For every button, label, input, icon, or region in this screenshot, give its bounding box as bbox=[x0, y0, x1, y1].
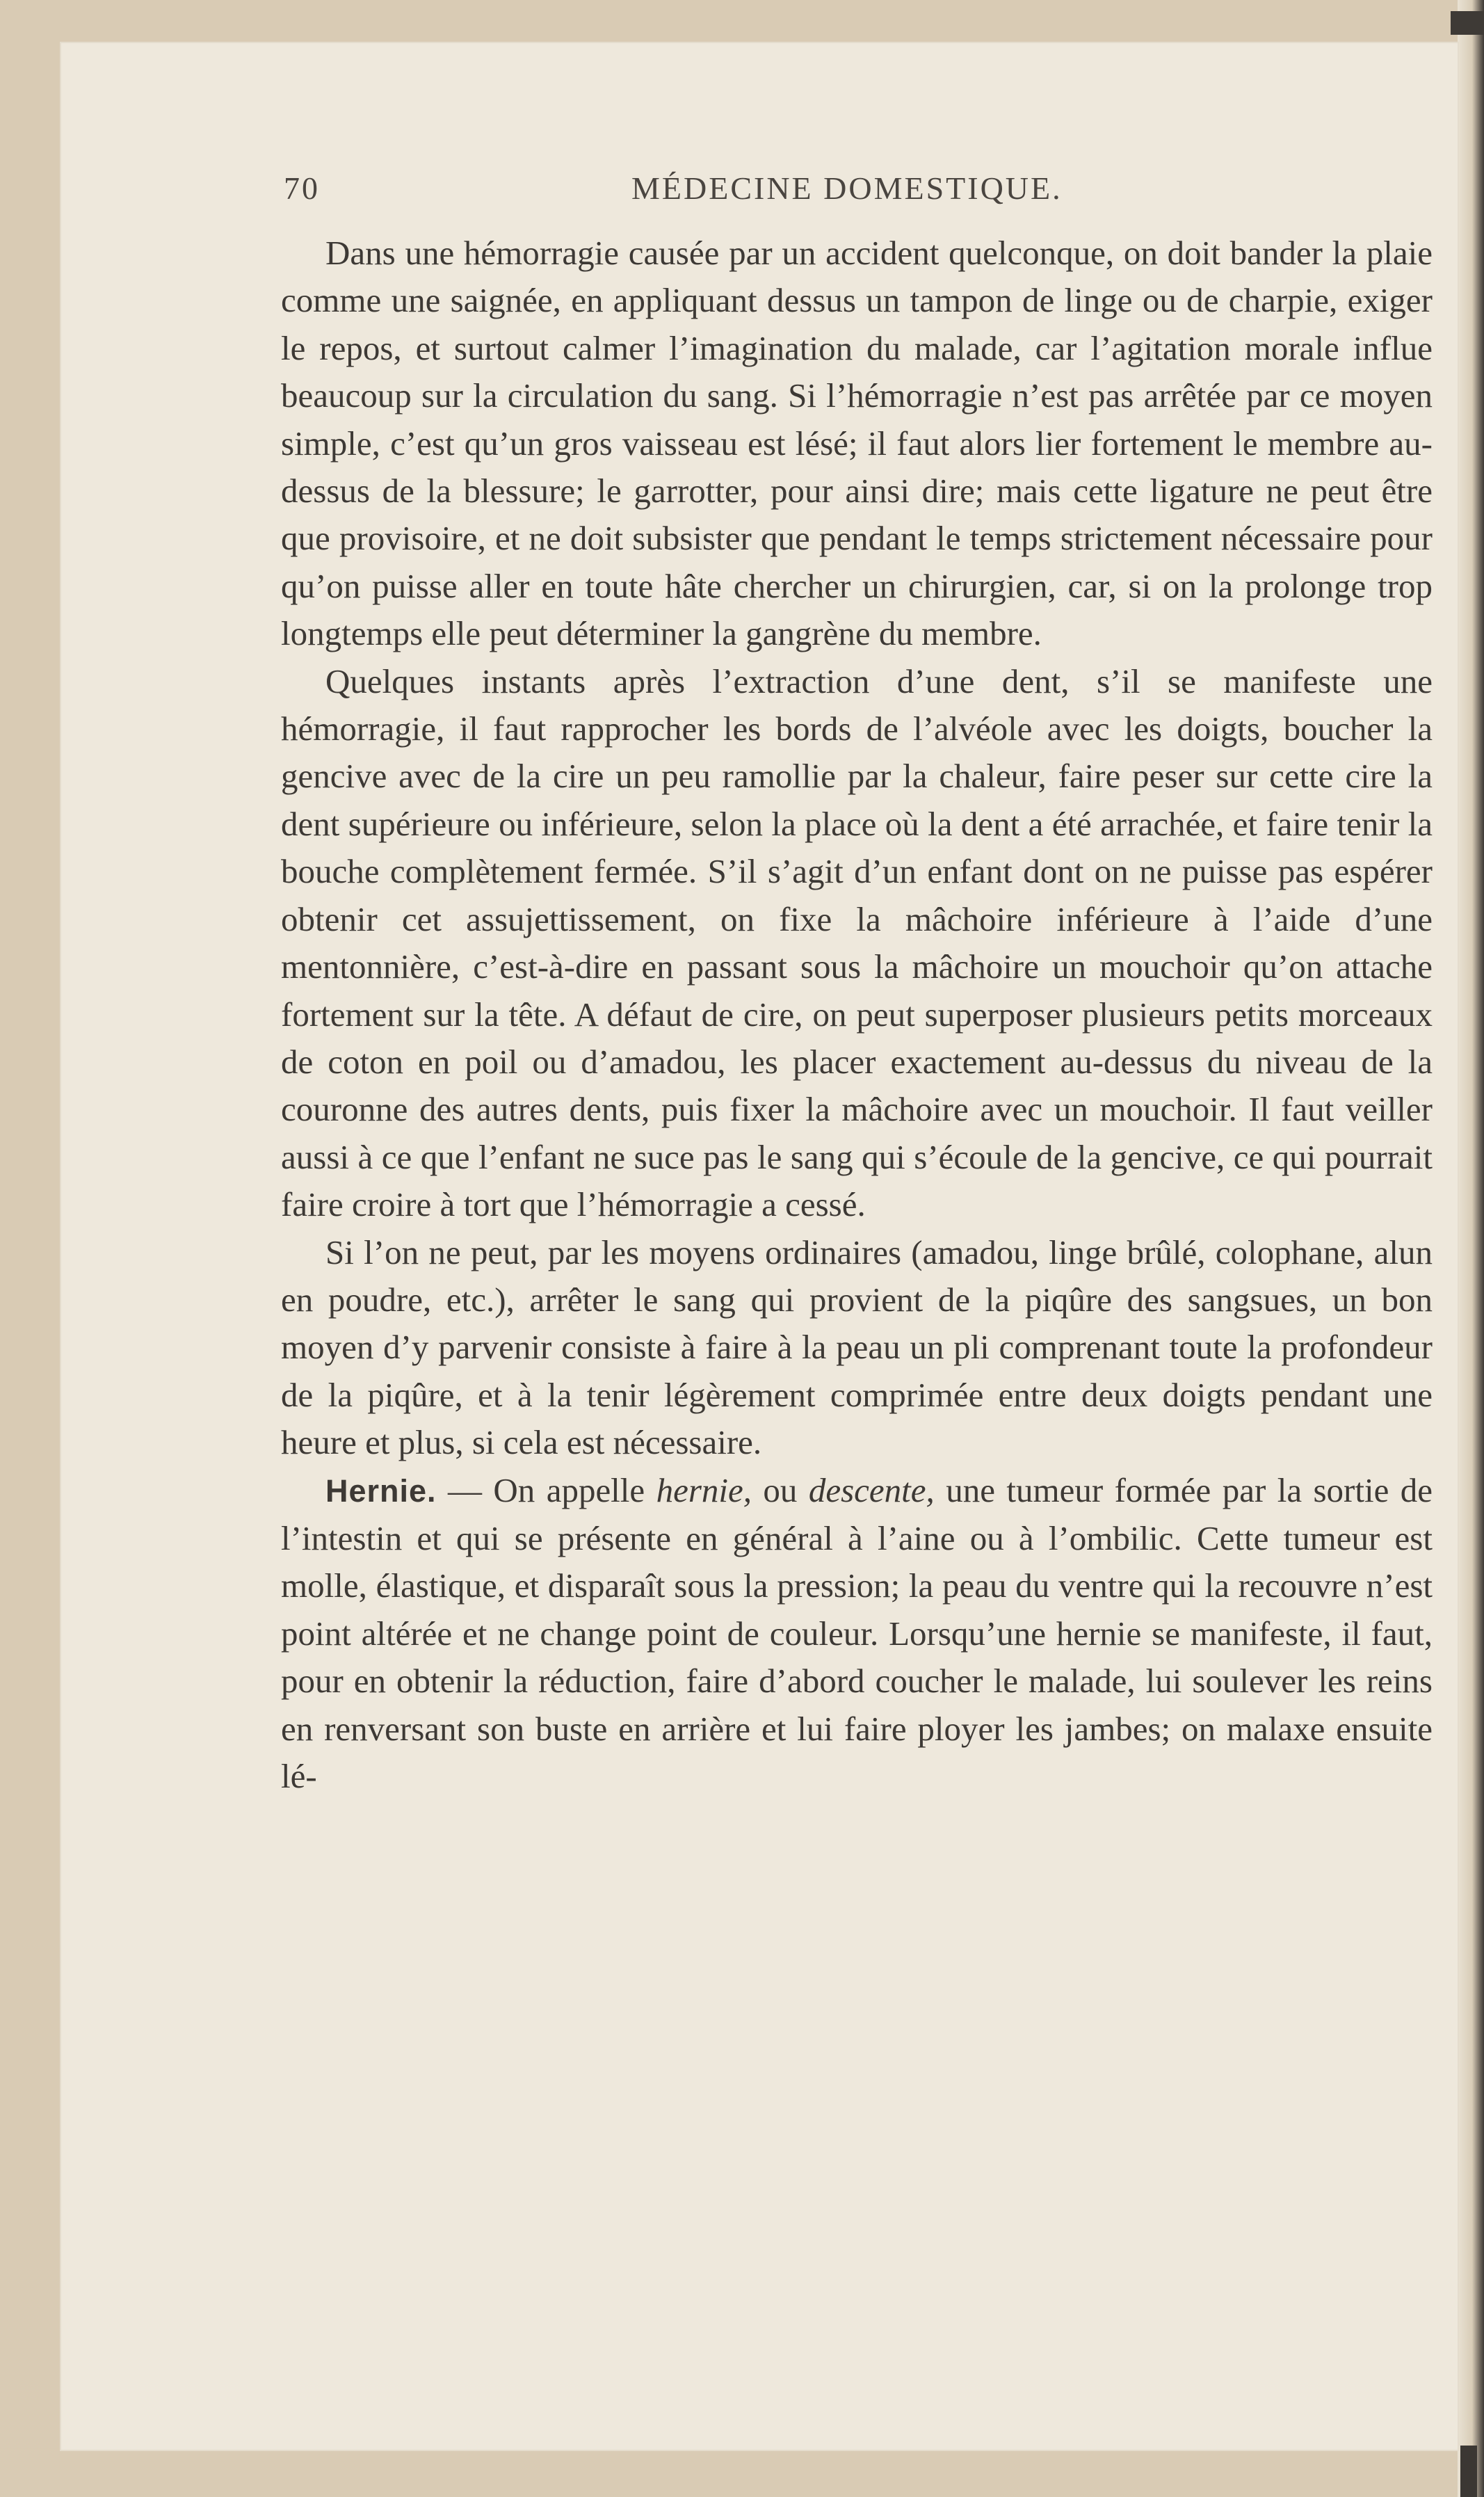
hernie-text-middle: ou bbox=[752, 1470, 809, 1509]
section-heading-hernie: Hernie. bbox=[325, 1472, 437, 1509]
paragraph-dent: Quelques instants après l’extraction d’une dent, s’il se manifeste une hémorragie, il faut rapprocher les bords de l’alvéole avec les doigts, boucher la gencive avec de la cire un peu ramollie par la chaleur, faire peser sur cette cire la dent supérieure ou inférieure, selon la place où la dent a été arrachée, et faire tenir la bouche complètement fermée. S’il s’agit d’un enfant dont on ne puisse pas espérer obtenir cet assujettissement, on fixe la mâchoire inférieure à l’aide d’une mentonnière, c’est-à-dire en passant sous la mâchoire un mouchoir qu’on attache fortement sur la tête. A défaut de cire, on peut superposer plusieurs petits morceaux de coton en poil ou d’amadou, les placer exactement au-dessus du niveau de la couronne des autres dents, puis fixer la mâchoire avec un mouchoir. Il faut veiller aussi à ce que l’enfant ne suce pas le sang qui s’écoule de la gencive, ce qui pourrait faire croire à tort que l’hémorragie a cessé. bbox=[281, 661, 1433, 1224]
body-text bbox=[281, 230, 1433, 1800]
hernie-term-descente: descente, bbox=[808, 1470, 935, 1509]
paragraph-hemorragie: Dans une hémorragie causée par un accident quelconque, on doit bander la plaie comme une saignée, en appliquant dessus un tampon de linge ou de charpie, exiger le repos, et surtout calmer l’imagination du malade, car l’agitation morale influe beaucoup sur la circulation du sang. Si l’hémorragie n’est pas arrêtée par ce moyen simple, c’est qu’un gros vaisseau est lésé; il faut alors lier fortement le membre au-dessus de la blessure; le garrotter, pour ainsi dire; mais cette ligature ne peut être que provisoire, et ne doit subsister que pendant le temps strictement nécessaire pour qu’on puisse aller en toute hâte chercher un chirurgien, car, si on la prolonge trop longtemps elle peut déterminer la gangrène du membre. bbox=[281, 234, 1433, 653]
page-number: 70 bbox=[284, 170, 320, 206]
paragraph-hernie bbox=[281, 1467, 1433, 1801]
paragraph-sangsues: Si l’on ne peut, par les moyens ordinaires (amadou, linge brûlé, colophane, alun en poudre, etc.), arrêter le sang qui provient de la piqûre des sangsues, un bon moyen d’y parvenir consiste à faire à la peau un pli comprenant toute la profondeur de la piqûre, et à la tenir légèrement comprimée entre deux doigts pendant une heure et plus, si cela est nécessaire. bbox=[281, 1233, 1433, 1462]
hernie-text-dash: — On appelle bbox=[436, 1470, 656, 1509]
binding-mark-top bbox=[1451, 11, 1484, 35]
hernie-term-hernie: hernie, bbox=[656, 1470, 752, 1509]
running-head: MÉDECINE DOMESTIQUE. bbox=[631, 170, 1063, 206]
binding-mark-bottom bbox=[1460, 2446, 1477, 2497]
page-edge-shadow bbox=[1458, 0, 1484, 2497]
hernie-text-rest: une tumeur formée par la sortie de l’intestin et qui se présente en général à l’aine ou à l’ombilic. Cette tumeur est molle, élastique, et disparaît sous la pression; la peau du ventre qui la recouvre n’est point altérée et ne change point de couleur. Lorsqu’une hernie se manifeste, il faut, pour en obtenir la réduction, faire d’abord coucher le malade, lui soulever les reins en renversant son buste en arrière et lui faire ployer les jambes; on malaxe ensuite lé- bbox=[281, 1470, 1433, 1795]
page-header bbox=[284, 170, 1438, 211]
